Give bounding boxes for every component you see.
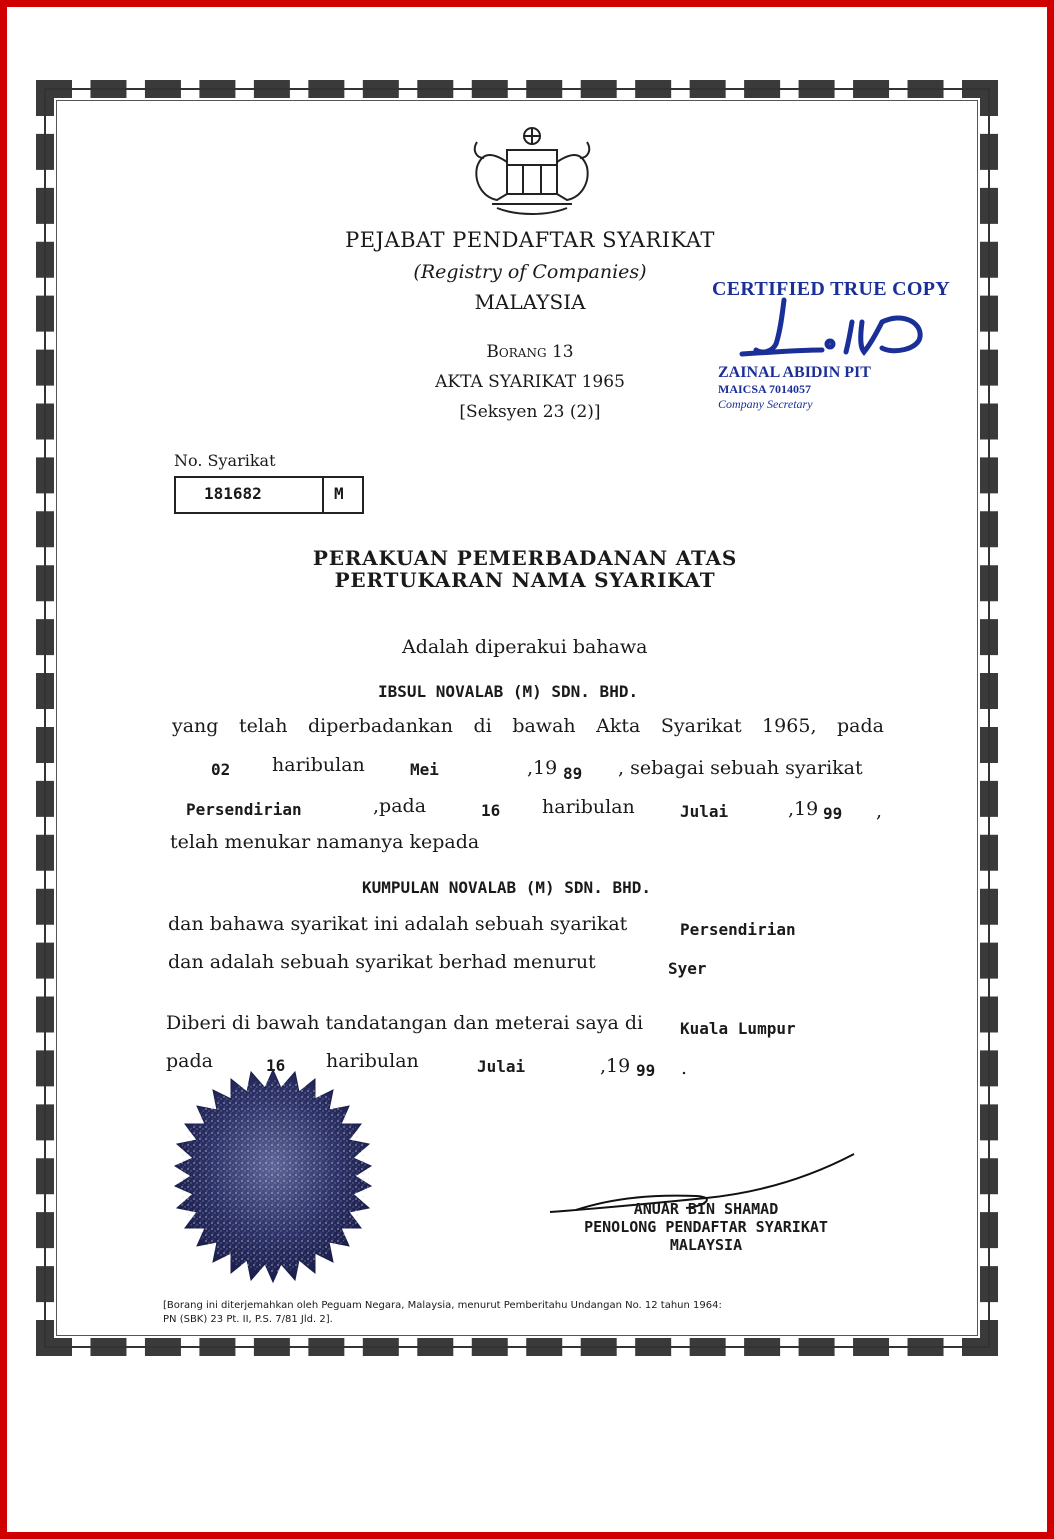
change-month: Julai: [680, 802, 729, 821]
new-company-name: KUMPULAN NOVALAB (M) SDN. BHD.: [362, 878, 651, 897]
stamp-registration: MAICSA 7014057: [718, 382, 812, 396]
limited-by-text: dan adalah sebuah syarikat berhad menurut: [168, 951, 596, 973]
period-mark: .: [681, 1057, 688, 1079]
footer-line-1: [Borang ini diterjemahkan oleh Peguam Negara, Malaysia, menurut Pemberitahu Undangan No. 12 tahun 1964:: [163, 1300, 722, 1311]
stamp-title: CERTIFIED TRUE COPY: [712, 278, 950, 300]
company-number: 181682: [204, 484, 262, 503]
haribulan-label-1: haribulan: [272, 754, 365, 776]
footer-line-2: PN (SBK) 23 Pt. II, P.S. 7/81 Jld. 2].: [163, 1314, 333, 1325]
given-month: Julai: [477, 1057, 526, 1076]
signer-title: PENOLONG PENDAFTAR SYARIKAT: [584, 1218, 828, 1236]
incorporation-year-prefix: ,19: [527, 757, 558, 779]
change-day: 16: [481, 801, 501, 820]
given-place: Kuala Lumpur: [680, 1019, 796, 1038]
incorporation-month: Mei: [410, 760, 439, 779]
stamp-name: ZAINAL ABIDIN PIT: [718, 364, 871, 381]
company-number-suffix: M: [334, 484, 344, 503]
coat-of-arms-crest: [462, 122, 602, 222]
haribulan-label-2: haribulan: [542, 796, 635, 818]
given-under-text: Diberi di bawah tandatangan dan meterai saya di: [166, 1012, 644, 1034]
old-company-name: IBSUL NOVALAB (M) SDN. BHD.: [378, 682, 639, 701]
intro-text: Adalah diperakui bahawa: [402, 636, 648, 658]
given-day: 16: [266, 1056, 286, 1075]
limited-by-value: Syer: [668, 959, 707, 978]
footer-note: [163, 1299, 903, 1327]
signer-country: MALAYSIA: [669, 1236, 743, 1254]
company-type: Persendirian: [186, 800, 302, 819]
form-number: Borang 13: [486, 342, 574, 362]
certificate-title-line2: PERTUKARAN NAMA SYARIKAT: [334, 568, 716, 592]
company-number-label: No. Syarikat: [174, 451, 276, 470]
given-year-suffix: 99: [636, 1061, 656, 1080]
stamp-role: Company Secretary: [718, 397, 813, 411]
changed-name-text: telah menukar namanya kepada: [170, 831, 480, 853]
company-number-divider: [322, 478, 324, 512]
incorporation-year-suffix: 89: [563, 764, 583, 783]
certificate-title-line1: PERAKUAN PEMERBADANAN ATAS: [312, 546, 738, 570]
pada-label: ,pada: [373, 795, 427, 817]
change-year-suffix: 99: [823, 804, 843, 823]
registry-subheading: (Registry of Companies): [413, 261, 647, 283]
is-company-value: Persendirian: [680, 920, 796, 939]
is-company-text: dan bahawa syarikat ini adalah sebuah syarikat: [168, 913, 628, 935]
as-company-text: , sebagai sebuah syarikat: [618, 757, 863, 779]
given-year-prefix: ,19: [600, 1055, 631, 1077]
incorporated-text: yang telah diperbadankan di bawah Akta Syarikat 1965, pada: [172, 715, 884, 737]
certified-copy-stamp: [712, 278, 962, 413]
official-seal: [163, 1066, 383, 1286]
incorporation-day: 02: [211, 760, 231, 779]
section-reference: [Seksyen 23 (2)]: [459, 402, 601, 422]
given-pada-label: pada: [166, 1050, 213, 1072]
signer-name: ANUAR BIN SHAMAD: [633, 1200, 779, 1218]
change-year-prefix: ,19: [788, 798, 819, 820]
act-reference: AKTA SYARIKAT 1965: [435, 372, 625, 392]
company-number-box: [174, 476, 364, 514]
registrar-heading: PEJABAT PENDAFTAR SYARIKAT: [345, 228, 715, 252]
country-heading: MALAYSIA: [474, 290, 586, 314]
signer-block: [546, 1200, 866, 1254]
comma-mark: ,: [876, 800, 883, 822]
stamp-signature: [732, 292, 932, 362]
haribulan-label-3: haribulan: [326, 1050, 419, 1072]
